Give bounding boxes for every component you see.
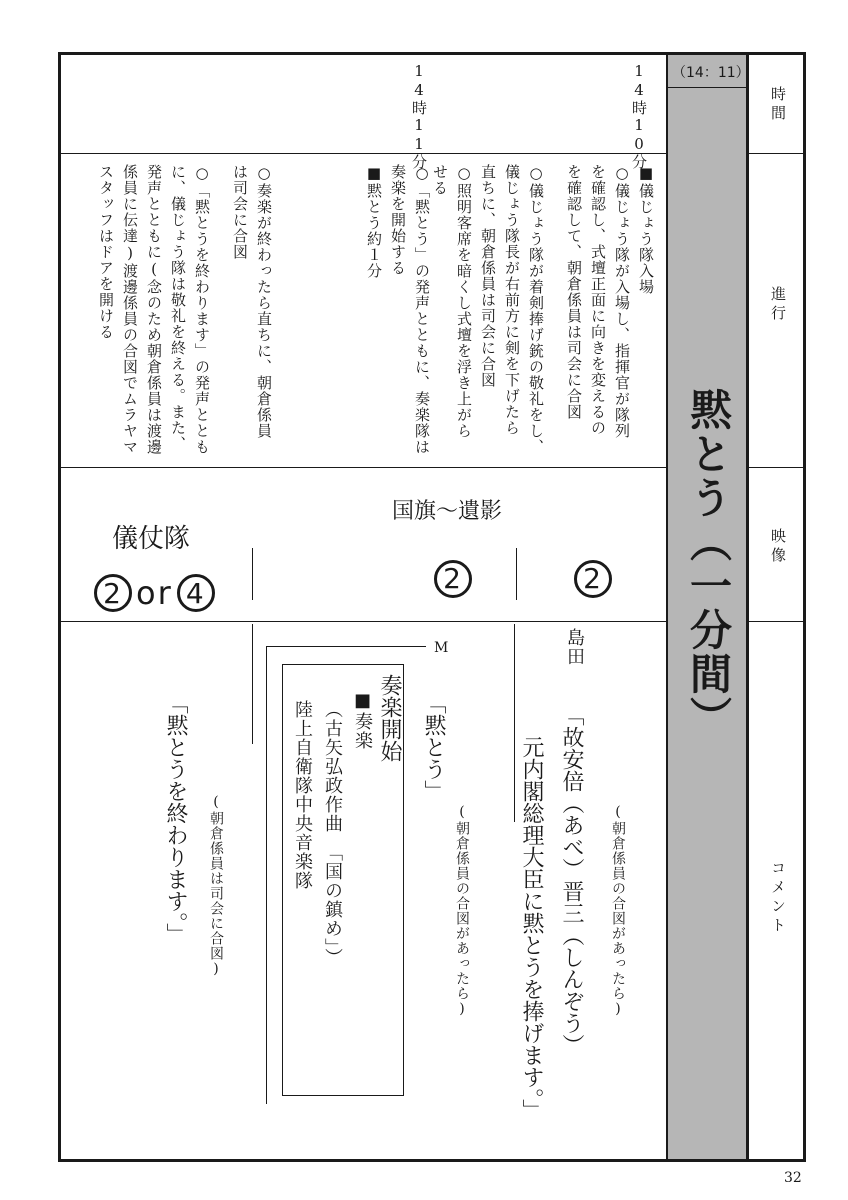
- row-divider-time: [58, 153, 668, 154]
- progress-line-9: せる: [431, 164, 449, 196]
- progress-line-5: ○儀じょう隊が着剣捧げ銃の敬礼をし、: [527, 164, 545, 455]
- video-camera-select-3: [94, 574, 215, 612]
- page-number: 32: [784, 1170, 802, 1186]
- video-label-honor-guard: 儀仗隊: [112, 524, 191, 554]
- timeline-rule-1: [514, 624, 515, 822]
- circled-number: 4: [177, 574, 215, 612]
- timecode: （14：11）: [672, 65, 750, 81]
- circled-number: 2: [574, 560, 612, 598]
- header-row-divider-1: [746, 153, 806, 154]
- progress-line-14: は司会に合図: [231, 164, 249, 260]
- time-stamp-1: 14時10分: [630, 62, 648, 170]
- header-row-divider-3: [746, 621, 806, 622]
- progress-line-15: ○「黙とうを終わります」の発声ととも: [193, 164, 211, 455]
- circled-number: 2: [434, 560, 472, 598]
- comment-mokuto: 「黙とう」: [421, 692, 446, 802]
- or-label: or: [136, 574, 173, 612]
- video-camera-select-1: [574, 556, 612, 598]
- progress-line-7: 直ちに、朝倉係員は司会に合図: [479, 164, 497, 388]
- m-mark: M: [434, 640, 450, 656]
- music-band: 陸上自衛隊中央音楽隊: [292, 700, 313, 890]
- music-piece: （古矢弘政作曲 「国の鎮め」）: [322, 700, 343, 967]
- progress-line-1: ■儀じょう隊入場: [637, 164, 655, 295]
- progress-line-13: ○奏楽が終わったら直ちに、朝倉係員: [255, 164, 273, 439]
- video-label-flag-portrait: 国旗〜遺影: [392, 499, 503, 524]
- header-progress: 進行: [769, 286, 787, 324]
- progress-line-3: を確認し、式壇正面に向きを変えるの: [589, 164, 607, 436]
- timeline-rule-m-vertical: [266, 646, 267, 1104]
- header-video: 映像: [769, 528, 787, 566]
- row-divider-progress: [58, 467, 668, 468]
- progress-line-6: 儀じょう隊長が右前方に剣を下げたら: [503, 164, 521, 436]
- progress-line-10: ○「黙とう」の発声とともに、奏楽隊は: [413, 164, 431, 455]
- music-start: 奏楽開始: [377, 674, 402, 762]
- header-time: 時間: [769, 86, 787, 124]
- video-camera-select-2: [434, 556, 472, 598]
- progress-line-4: を確認して、朝倉係員は司会に合図: [565, 164, 583, 420]
- progress-line-11: 奏楽を開始する: [389, 164, 407, 276]
- comment-speaker: 島田: [564, 628, 585, 666]
- segment-title: 黙とう（一分間）: [684, 388, 733, 740]
- progress-line-16: に、儀じょう隊は敬礼を終える。また、: [169, 164, 187, 452]
- progress-line-17: 発声とともに(念のため朝倉係員は渡邊: [145, 164, 163, 455]
- title-band-top-line: [668, 87, 746, 88]
- comment-line-2: 元内閣総理大臣に黙とうを捧げます。」: [519, 736, 544, 1121]
- video-divider-a: [516, 548, 517, 600]
- timeline-rule-m-horizontal: [266, 646, 426, 647]
- comment-line-1: 「故安倍（あべ）晋三（しんぞう）: [559, 704, 584, 1056]
- progress-line-8: ○照明客席を暗くし式壇を浮き上がら: [455, 164, 473, 439]
- comment-end: 「黙とうを終わります。」: [163, 692, 188, 945]
- progress-line-12: ■黙とう約１分: [365, 164, 383, 279]
- row-divider-video: [58, 621, 668, 622]
- comment-cue-1: (朝倉係員の合図があったら): [610, 804, 626, 1018]
- header-comment: コメント: [769, 860, 787, 936]
- progress-line-18: 係員に伝達)渡邊係員の合図でムラヤマ: [121, 164, 139, 455]
- comment-cue-2: (朝倉係員の合図があったら): [454, 804, 470, 1018]
- timeline-rule-2: [252, 624, 253, 744]
- progress-line-19: スタッフはドアを開ける: [97, 164, 115, 340]
- comment-cue-3: (朝倉係員は司会に合図): [208, 794, 224, 978]
- progress-line-2: ○儀じょう隊が入場し、指揮官が隊列: [613, 164, 631, 439]
- circled-number: 2: [94, 574, 132, 612]
- video-divider-b: [252, 548, 253, 600]
- header-row-divider-2: [746, 467, 806, 468]
- music-head: ■奏楽: [352, 690, 373, 750]
- time-stamp-2: 14時11分: [410, 62, 428, 170]
- header-divider: [746, 52, 749, 1162]
